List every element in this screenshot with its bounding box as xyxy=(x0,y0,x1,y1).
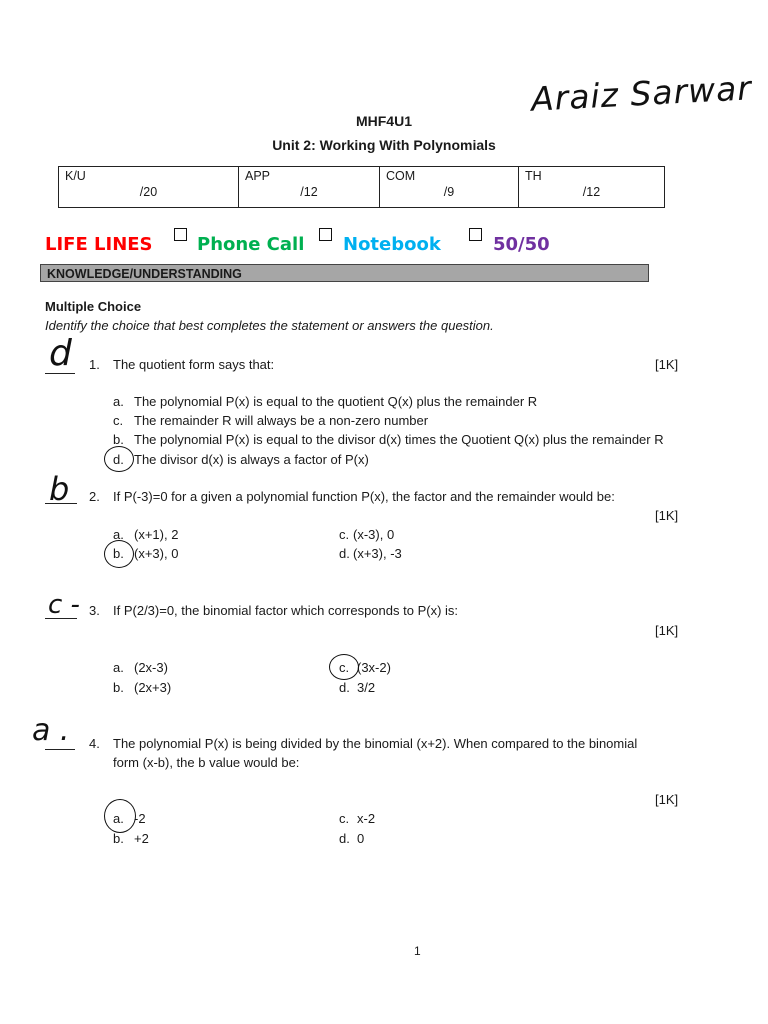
option-text: x-2 xyxy=(357,811,376,826)
option-letter: c. xyxy=(113,413,124,428)
marks-label: APP xyxy=(245,169,271,183)
option-letter: c. xyxy=(339,527,350,542)
handwritten-answer: a . xyxy=(32,713,70,748)
question-text-continued: form (x-b), the b value would be: xyxy=(113,755,300,770)
question-text: If P(2/3)=0, the binomial factor which corresponds to P(x) is: xyxy=(113,603,459,618)
option-text: (x+1), 2 xyxy=(134,527,179,542)
unit-title: Unit 2: Working With Polynomials xyxy=(272,137,496,153)
handwritten-answer: b xyxy=(49,470,70,508)
option-letter: b. xyxy=(113,432,124,447)
question-text: If P(-3)=0 for a given a polynomial function P(x), the factor and the remainder would be: xyxy=(113,489,615,504)
marks-value: /20 xyxy=(139,185,158,199)
lifeline-notebook: Notebook xyxy=(343,234,441,255)
marks-cell-app xyxy=(239,167,380,208)
marks-cell-com xyxy=(380,167,519,208)
question-number: 4. xyxy=(89,736,100,751)
question-text: The polynomial P(x) is being divided by the binomial (x+2). When compared to the binomial xyxy=(113,736,638,751)
option-text: The remainder R will always be a non-zero number xyxy=(134,413,429,428)
option-text: +2 xyxy=(134,831,149,846)
mc-heading: Multiple Choice xyxy=(45,299,142,314)
option-letter: a. xyxy=(113,811,124,826)
option-text: (x-3), 0 xyxy=(353,527,395,542)
option-letter: a. xyxy=(113,527,124,542)
option-letter: b. xyxy=(113,546,124,561)
option-text: (2x-3) xyxy=(134,660,168,675)
marks-value: /9 xyxy=(443,185,455,199)
option-text: (x+3), -3 xyxy=(353,546,402,561)
marks-label: K/U xyxy=(65,169,86,183)
question-mark: [1K] xyxy=(655,357,679,372)
option-text: (x+3), 0 xyxy=(134,546,179,561)
notebook-checkbox[interactable] xyxy=(319,228,332,241)
fifty-fifty-checkbox[interactable] xyxy=(469,228,482,241)
handwritten-answer: c - xyxy=(48,590,80,620)
option-letter: d. xyxy=(113,452,124,467)
option-letter: d. xyxy=(339,831,350,846)
question-mark: [1K] xyxy=(655,508,679,523)
answer-circle xyxy=(104,540,134,568)
option-text: (3x-2) xyxy=(357,660,391,675)
page-number: 1 xyxy=(414,944,421,958)
answer-circle xyxy=(329,654,359,680)
marks-label: TH xyxy=(525,169,542,183)
lifelines-title: LIFE LINES xyxy=(45,234,153,255)
option-letter: a. xyxy=(113,660,124,675)
question-number: 3. xyxy=(89,603,100,618)
option-letter: b. xyxy=(113,831,124,846)
marks-cell-th xyxy=(519,167,665,208)
handwritten-answer: d xyxy=(49,333,72,374)
lifeline-fifty-fifty: 50/50 xyxy=(493,234,550,255)
option-text: The polynomial P(x) is equal to the divisor d(x) times the Quotient Q(x) plus the remainder R xyxy=(134,432,664,447)
question-mark: [1K] xyxy=(655,623,679,638)
option-letter: d. xyxy=(339,680,350,695)
answer-blank xyxy=(45,503,77,504)
option-text: 3/2 xyxy=(357,680,376,695)
option-text: 0 xyxy=(357,831,365,846)
option-text: -2 xyxy=(134,811,146,826)
section-header: KNOWLEDGE/UNDERSTANDING xyxy=(40,264,649,282)
question-mark: [1K] xyxy=(655,792,679,807)
option-letter: b. xyxy=(113,680,124,695)
option-letter: d. xyxy=(339,546,350,561)
course-code: MHF4U1 xyxy=(355,113,412,129)
answer-blank xyxy=(45,749,75,750)
question-text: The quotient form says that: xyxy=(113,357,275,372)
answer-circle xyxy=(104,446,134,472)
marks-value: /12 xyxy=(300,185,318,199)
answer-blank xyxy=(45,373,75,374)
marks-label: COM xyxy=(386,169,416,183)
option-text: The divisor d(x) is always a factor of P(x) xyxy=(134,452,369,467)
marks-table xyxy=(58,166,665,208)
handwritten-signature: Araiz Sarwar xyxy=(530,68,753,119)
option-letter: c. xyxy=(339,660,350,675)
phone-call-checkbox[interactable] xyxy=(174,228,187,241)
marks-cell-ku xyxy=(59,167,239,208)
option-letter: a. xyxy=(113,394,124,409)
lifeline-phone-call: Phone Call xyxy=(197,234,305,255)
answer-blank xyxy=(45,618,77,619)
marks-value: /12 xyxy=(582,185,601,199)
option-text: The polynomial P(x) is equal to the quotient Q(x) plus the remainder R xyxy=(134,394,538,409)
option-letter: c. xyxy=(339,811,350,826)
answer-circle xyxy=(104,799,136,833)
mc-instruction: Identify the choice that best completes the statement or answers the question. xyxy=(45,318,494,333)
option-text: (2x+3) xyxy=(134,680,172,695)
question-number: 1. xyxy=(89,357,100,372)
question-number: 2. xyxy=(89,489,100,504)
